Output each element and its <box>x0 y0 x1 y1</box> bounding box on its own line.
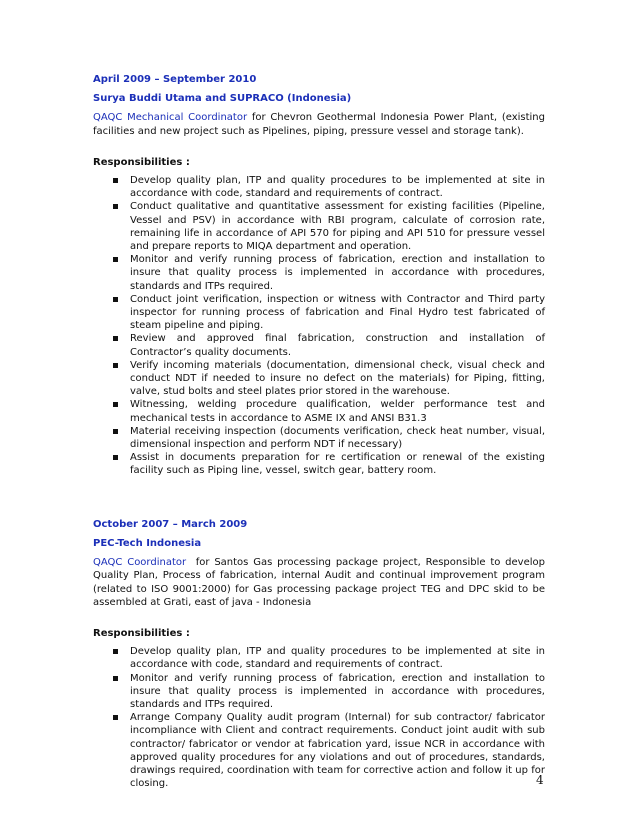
bullet-icon <box>113 257 118 262</box>
list-item: Witnessing, welding procedure qualification, welder performance test and mechanical tests in accordance to ASME IX and ANSI B31.3 <box>93 398 545 424</box>
list-item: Material receiving inspection (documents verification, check heat number, visual, dimensional inspection and perform NDT if necessary) <box>93 425 545 451</box>
list-item: Monitor and verify running process of fabrication, erection and installation to insure that quality process is implemented in accordance with procedures, standards and ITPs required. <box>93 253 545 293</box>
list-item: Develop quality plan, ITP and quality procedures to be implemented at site in accordance with code, standard and requirements of contract. <box>93 174 545 200</box>
job2-responsibilities-heading: Responsibilities : <box>93 627 190 639</box>
job2-description-text: for Santos Gas processing package project, Responsible to develop Quality Plan, Process of fabrication, internal Audit and continual improvement program (related to ISO 9001:2000) for Gas processing package project TEG and DPC skid to be assembled at Grati, east of java - Indonesia <box>93 557 549 608</box>
list-item: Review and approved final fabrication, construction and installation of Contractor’s quality documents. <box>93 332 545 358</box>
bullet-icon <box>113 455 118 460</box>
bullet-icon <box>113 429 118 434</box>
list-item: Assist in documents preparation for re certification or renewal of the existing facility such as Piping line, vessel, switch gear, battery room. <box>93 451 545 477</box>
job1-responsibilities-list <box>93 174 545 478</box>
bullet-icon <box>113 178 118 183</box>
job2-role: QAQC Coordinator <box>93 557 187 569</box>
list-item: Verify incoming materials (documentation, dimensional check, visual check and conduct NDT if needed to insure no defect on the materials) for Piping, fitting, valve, stud bolts and steel plates prior stored in the warehouse. <box>93 359 545 399</box>
bullet-icon <box>113 715 118 720</box>
bullet-icon <box>113 297 118 302</box>
list-item: Conduct joint verification, inspection or witness with Contractor and Third party inspector for running process of fabrication and Final Hydro test fabricated of steam pipeline and piping. <box>93 293 545 333</box>
bullet-icon <box>113 649 118 654</box>
job2-date: October 2007 – March 2009 <box>93 518 248 530</box>
section-spacer <box>93 478 545 518</box>
job1-company: Surya Buddi Utama and SUPRACO (Indonesia) <box>93 93 352 105</box>
job1-responsibilities-heading: Responsibilities : <box>93 156 190 168</box>
list-item: Monitor and verify running process of fabrication, erection and installation to insure that quality process is implemented in accordance with procedures, standards and ITPs required. <box>93 672 545 712</box>
job1-role: QAQC Mechanical Coordinator <box>93 112 248 124</box>
list-item: Conduct qualitative and quantitative assessment for existing facilities (Pipeline, Vessel and PSV) in accordance with RBI program, calculate of corrosion rate, remaining life in accordance of API 570 for piping and API 510 for pressure vessel and prepare reports to MIQA department and operation. <box>93 200 545 253</box>
bullet-icon <box>113 402 118 407</box>
list-item: Arrange Company Quality audit program (Internal) for sub contractor/ fabricator incompliance with Client and contract requirements. Conduct joint audit with sub contractor/ fabricator or vendor at fabrication yard, issue NCR in accordance with approved quality procedures for any violations and out of procedures, standards, drawings required, coordination with team for corrective action and follow it up for closing. <box>93 711 545 790</box>
document-page <box>93 73 549 790</box>
bullet-icon <box>113 363 118 368</box>
job2-responsibilities-list <box>93 645 545 790</box>
bullet-icon <box>113 204 118 209</box>
bullet-icon <box>113 336 118 341</box>
job2-company: PEC-Tech Indonesia <box>93 537 202 549</box>
job1-description-text: for Chevron Geothermal Indonesia Power Plant, (existing facilities and new project such as Pipelines, piping, pressure vessel and storage tank). <box>93 112 545 137</box>
page-number: 4 <box>536 773 544 787</box>
bullet-icon <box>113 676 118 681</box>
list-item: Develop quality plan, ITP and quality procedures to be implemented at site in accordance with code, standard and requirements of contract. <box>93 645 545 671</box>
job1-date: April 2009 – September 2010 <box>93 74 257 85</box>
job2-description <box>93 556 549 609</box>
job1-description <box>93 111 545 137</box>
